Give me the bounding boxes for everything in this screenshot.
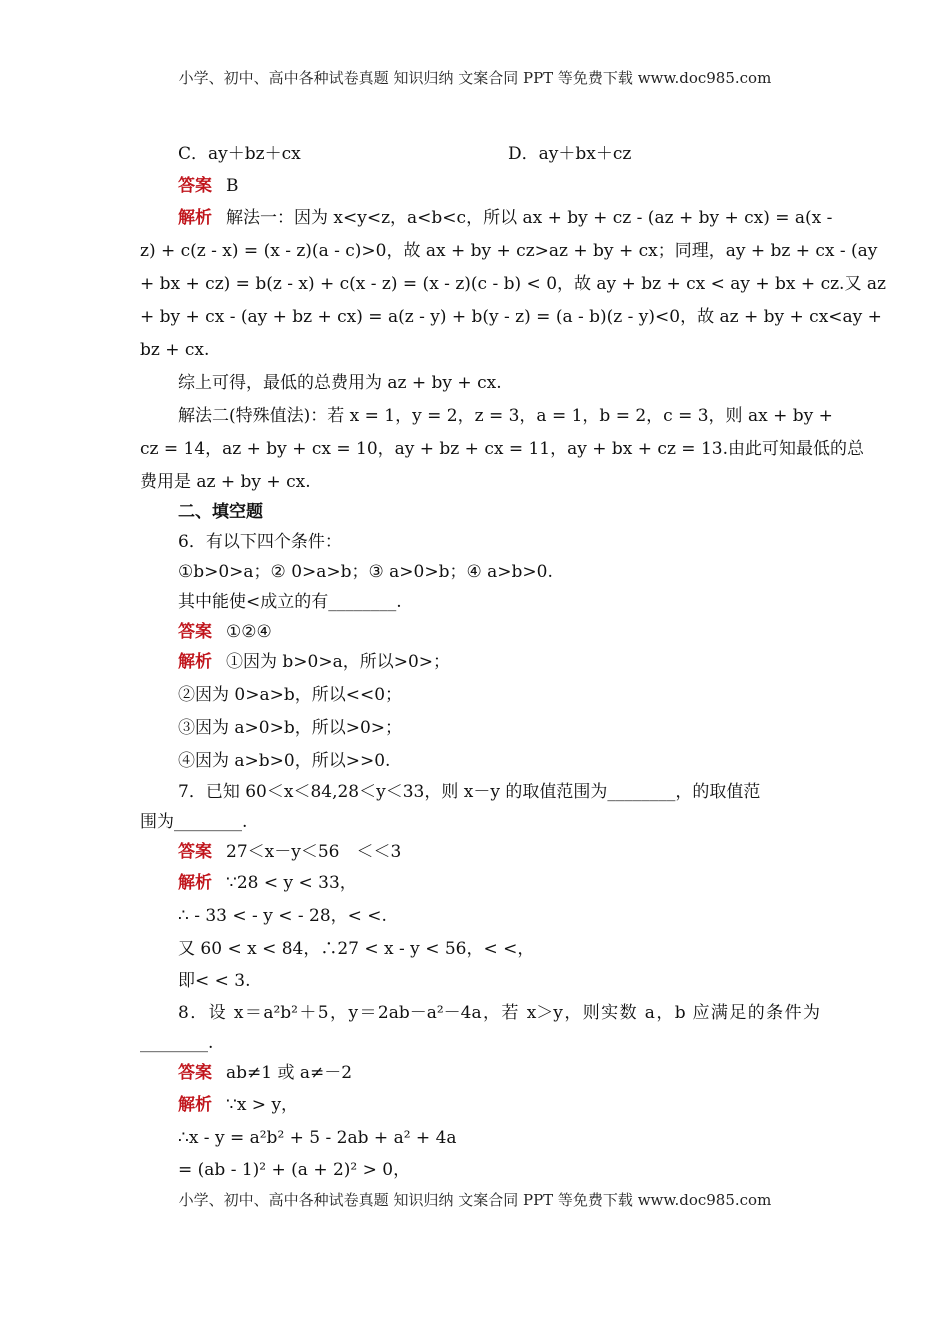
q6-answer: ①②④ <box>226 622 272 642</box>
q5-summary: 综上可得，最低的总费用为 az + by + cx. <box>178 373 502 393</box>
answer-label: 答案 <box>178 622 212 642</box>
q6-analysis-line-4: ④因为 a>b>0，所以>>0. <box>178 751 391 771</box>
q8-stem-line-2: ________. <box>140 1033 214 1053</box>
q6-analysis-text: ①因为 b>0>a，所以>0>； <box>226 652 451 672</box>
q7-analysis-line-3: 又 60 < x < 84，∴27 < x - y < 56，< <， <box>178 939 535 959</box>
q6-analysis-line-1 <box>178 650 820 674</box>
analysis-label: 解析 <box>178 652 212 672</box>
q8-answer-row <box>178 1061 820 1085</box>
q7-analysis-line-2: ∴ - 33 < - y < - 28，< <. <box>178 906 387 926</box>
q5-analysis-line-1 <box>178 206 833 230</box>
q8-answer: ab≠1 或 a≠－2 <box>226 1063 353 1083</box>
answer-label: 答案 <box>178 176 212 196</box>
q5-method2-line-1: 解法二(特殊值法)：若 x = 1，y = 2，z = 3，a = 1，b = 2，c = 3，则 ax + by + <box>178 406 833 426</box>
q6-analysis-line-3: ③因为 a>0>b，所以>0>； <box>178 718 403 738</box>
q7-analysis-line-1 <box>178 871 820 895</box>
analysis-label: 解析 <box>178 873 212 893</box>
q7-stem-line-1: 7．已知 60＜x＜84,28＜y＜33，则 x－y 的取值范围为________，的取值范 <box>178 782 761 802</box>
q5-analysis-line-3: + bx + cz) = b(z - x) + c(x - z) = (x - z)(c - b) < 0，故 ay + bz + cx < ay + bx + cz.又 az <box>140 274 886 294</box>
q5-method2-line-2: cz = 14，az + by + cx = 10，ay + bz + cx = 11，ay + bx + cz = 13.由此可知最低的总 <box>140 439 864 459</box>
q7-answer: 27＜x－y＜56 ＜＜3 <box>226 842 402 862</box>
analysis-label: 解析 <box>178 1095 212 1115</box>
page-footer: 小学、初中、高中各种试卷真题 知识归纳 文案合同 PPT 等免费下载 www.doc985.com <box>178 1191 772 1209</box>
q5-analysis-line-5: bz + cx. <box>140 340 210 360</box>
q5-answer-row <box>178 174 820 198</box>
answer-label: 答案 <box>178 842 212 862</box>
page-header: 小学、初中、高中各种试卷真题 知识归纳 文案合同 PPT 等免费下载 www.doc985.com <box>178 69 772 87</box>
q8-analysis-text: ∵x > y， <box>226 1095 299 1115</box>
option-d: D．ay＋bx＋cz <box>508 144 632 164</box>
analysis-label: 解析 <box>178 208 212 228</box>
q8-analysis-line-1 <box>178 1093 820 1117</box>
q8-analysis-line-2: ∴x - y = a²b² + 5 - 2ab + a² + 4a <box>178 1128 457 1148</box>
section-title: 二、填空题 <box>178 502 263 522</box>
q6-answer-row <box>178 620 820 644</box>
q5-analysis-text: 解法一：因为 x<y<z，a<b<c，所以 ax + by + cz - (az + by + cx) = a(x - <box>226 208 833 228</box>
q7-analysis-text: ∵28 < y < 33， <box>226 873 357 893</box>
q5-analysis-line-2: z) + c(z - x) = (x - z)(a - c)>0，故 ax + by + cz>az + by + cx；同理，ay + bz + cx - (ay <box>140 241 878 261</box>
q7-analysis-line-4: 即< < 3. <box>178 971 251 991</box>
q5-method2-line-3: 费用是 az + by + cx. <box>140 472 311 492</box>
q6-question: 其中能使<成立的有________. <box>178 592 402 612</box>
q5-analysis-line-4: + by + cx - (ay + bz + cx) = a(z - y) + b(y - z) = (a - b)(z - y)<0，故 az + by + cx<ay + <box>140 307 882 327</box>
option-c: C．ay＋bz＋cx <box>178 144 301 164</box>
q6-analysis-line-2: ②因为 0>a>b，所以<<0； <box>178 685 403 705</box>
q8-analysis-line-3: = (ab - 1)² + (a + 2)² > 0， <box>178 1160 411 1180</box>
answer-label: 答案 <box>178 1063 212 1083</box>
q6-conditions: ①b>0>a；② 0>a>b；③ a>0>b；④ a>b>0. <box>178 562 553 582</box>
q6-stem: 6．有以下四个条件： <box>178 532 342 552</box>
q7-answer-row <box>178 840 820 864</box>
q5-answer: B <box>226 176 239 196</box>
q8-stem-line-1: 8．设 x＝a²b²＋5，y＝2ab－a²－4a，若 x＞y，则实数 a，b 应满足的条件为 <box>178 1003 820 1023</box>
q7-stem-line-2: 围为________. <box>140 812 248 832</box>
